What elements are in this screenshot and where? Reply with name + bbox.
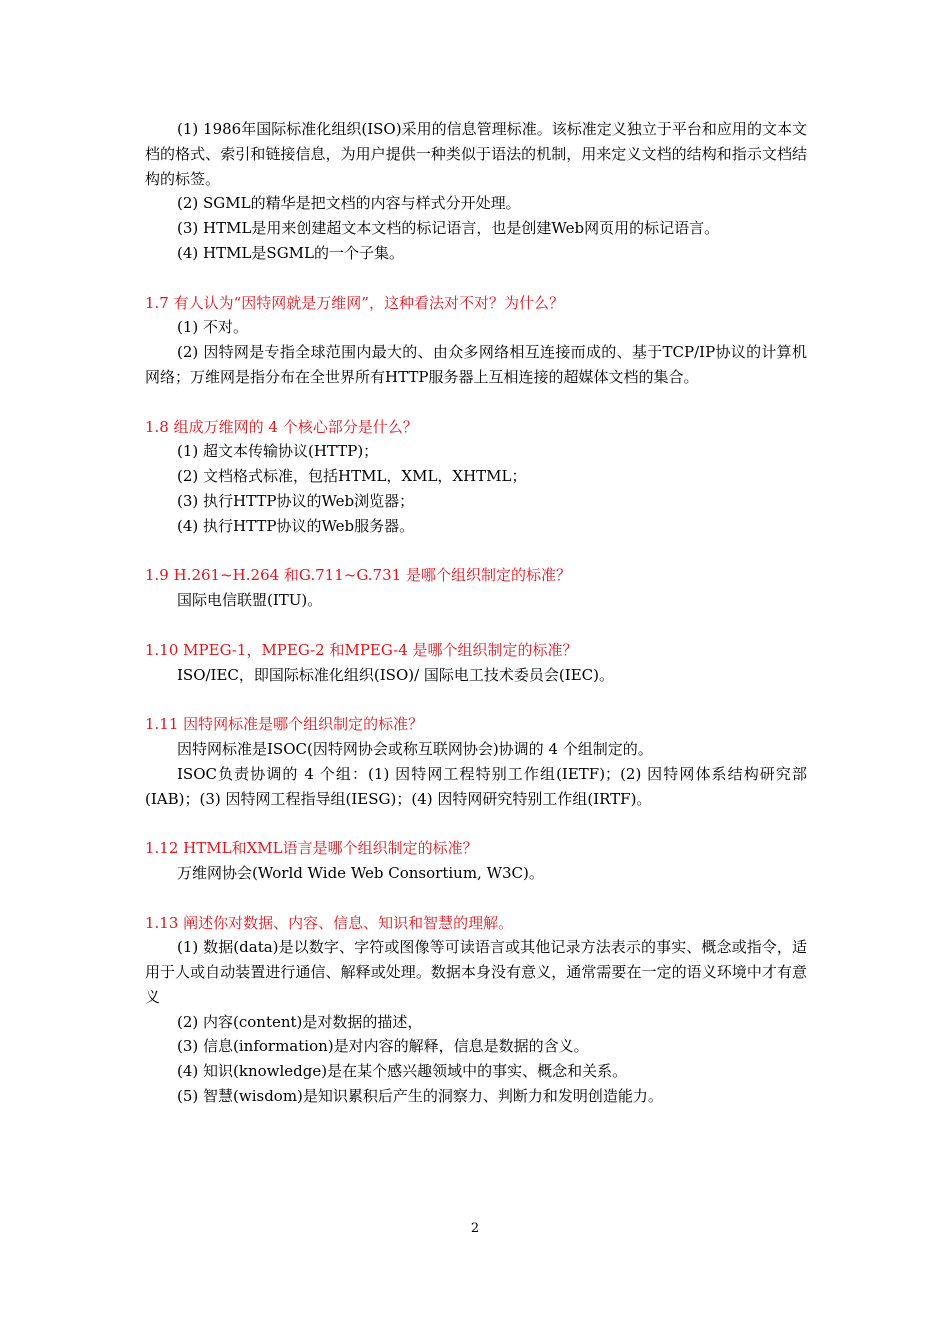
answer-paragraph: (5) 智慧(wisdom)是知识累积后产生的洞察力、判断力和发明创造能力。	[177, 1087, 663, 1106]
question-heading: 1.9 H.261~H.264 和G.711~G.731 是哪个组织制定的标准？	[145, 566, 571, 585]
answer-paragraph: (1) 不对。	[177, 318, 249, 337]
answer-paragraph: (2) 文档格式标准，包括HTML，XML，XHTML；	[177, 467, 527, 486]
question-heading: 1.8 组成万维网的 4 个核心部分是什么？	[145, 417, 418, 436]
answer-paragraph: (2) 因特网是专指全球范围内最大的、由众多网络相互连接而成的、基于TCP/IP协议的计算机网络；万维网是指分布在全世界所有HTTP服务器上互相连接的超媒体文档的集合。	[145, 343, 807, 386]
answer-paragraph: (2) 内容(content)是对数据的描述，	[177, 1012, 423, 1031]
answer-paragraph: (4) 执行HTTP协议的Web服务器。	[177, 516, 415, 535]
answer-paragraph: ISOC负责协调的 4 个组：(1) 因特网工程特别工作组(IETF)；(2) 因特网体系结构研究部(IAB)；(3) 因特网工程指导组(IESG)；(4) 因特网研究特别工作组(IRTF)。	[145, 764, 807, 808]
answer-paragraph: (4) 知识(knowledge)是在某个感兴趣领域中的事实、概念和关系。	[177, 1062, 628, 1081]
question-heading: 1.12 HTML和XML语言是哪个组织制定的标准？	[145, 839, 478, 858]
question-heading: 1.7 有人认为“因特网就是万维网”，这种看法对不对？为什么？	[145, 293, 564, 312]
answer-paragraph: (3) 执行HTTP协议的Web浏览器；	[177, 491, 415, 510]
question-heading: 1.10 MPEG-1，MPEG-2 和MPEG-4 是哪个组织制定的标准？	[145, 640, 578, 659]
answer-paragraph: (1) 数据(data)是以数字、字符或图像等可读语言或其他记录方法表示的事实、概念或指令，适用于人或自动装置进行通信、解释或处理。数据本身没有意义，通常需要在一定的语义环境中才有意义	[145, 938, 807, 1006]
answer-paragraph: ISO/IEC，即国际标准化组织(ISO)/ 国际电工技术委员会(IEC)。	[177, 665, 614, 684]
answer-paragraph: (3) HTML是用来创建超文本文档的标记语言，也是创建Web网页用的标记语言。	[177, 219, 720, 238]
answer-paragraph: 万维网协会(World Wide Web Consortium, W3C)。	[177, 863, 544, 882]
answer-paragraph: (1) 超文本传输协议(HTTP)；	[177, 442, 379, 461]
answer-paragraph: (3) 信息(information)是对内容的解释，信息是数据的含义。	[177, 1037, 589, 1056]
question-heading: 1.11 因特网标准是哪个组织制定的标准？	[145, 715, 424, 734]
answer-paragraph: 国际电信联盟(ITU)。	[177, 591, 323, 610]
answer-paragraph: (1) 1986年国际标准化组织(ISO)采用的信息管理标准。该标准定义独立于平台和应用的文本文档的格式、索引和链接信息，为用户提供一种类似于语法的机制，用来定义文档的结构和指示文档结构的标签。	[145, 120, 807, 188]
page-content	[145, 117, 807, 1109]
question-heading: 1.13 阐述你对数据、内容、信息、知识和智慧的理解。	[145, 913, 514, 932]
answer-paragraph: (2) SGML的精华是把文档的内容与样式分开处理。	[177, 194, 521, 213]
answer-paragraph: 因特网标准是ISOC(因特网协会或称互联网协会)协调的 4 个组制定的。	[177, 739, 653, 758]
page-number: 2	[470, 1221, 480, 1236]
answer-paragraph: (4) HTML是SGML的一个子集。	[177, 243, 405, 262]
